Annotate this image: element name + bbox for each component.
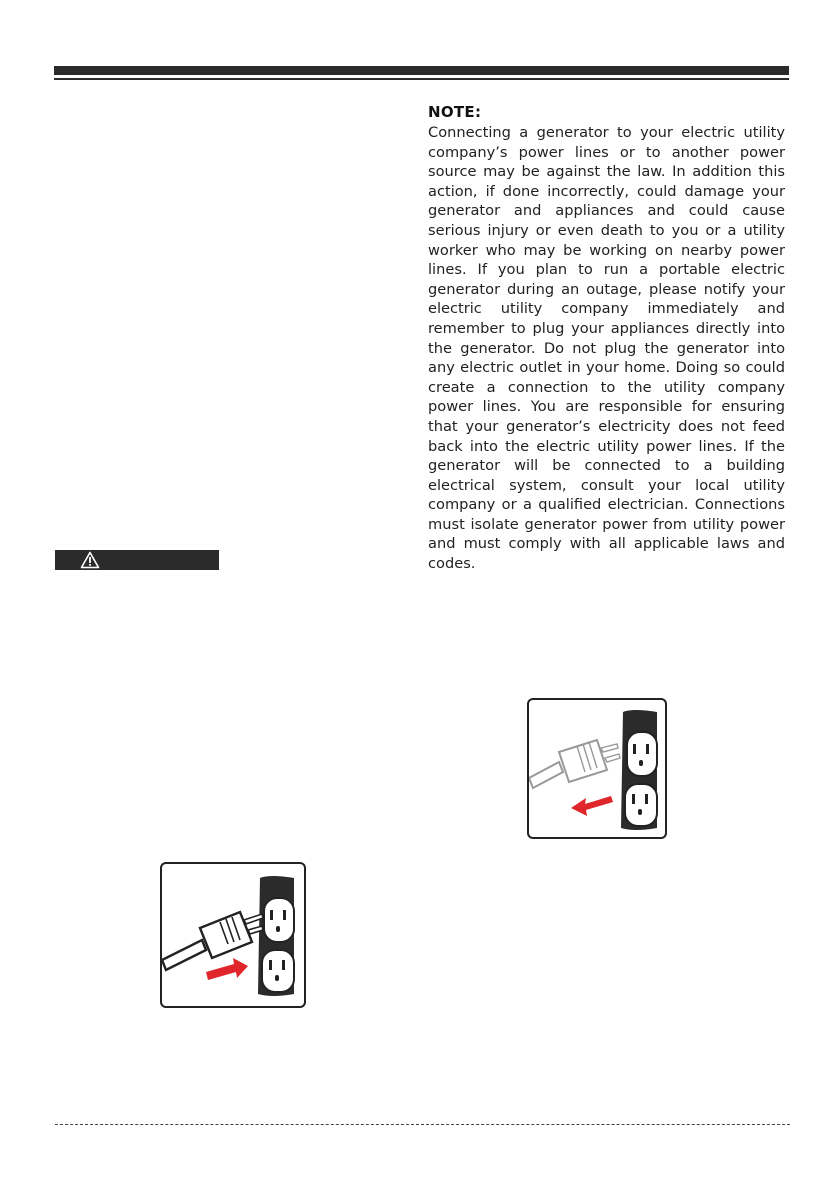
plug-insert-icon [162, 864, 304, 1006]
note-title: NOTE: [428, 103, 482, 121]
warning-label-bar [55, 550, 219, 570]
warning-triangle-icon [80, 551, 100, 569]
header-rule [54, 78, 789, 80]
plug-remove-illustration [527, 698, 667, 839]
plug-insert-illustration [160, 862, 306, 1008]
header-bar [54, 66, 789, 75]
note-section [428, 102, 785, 574]
plug-remove-icon [529, 700, 665, 837]
footer-dashed-rule [55, 1124, 790, 1125]
note-body: Connecting a generator to your electric utility company’s power lines or to another power source may be against the law. In addition this action, if done incorrectly, could damage your generator and appliances and could cause serious injury or even death to you or a utility worker who may be working on nearby power lines. If you plan to run a portable electric generator during an outage, please notify your electric utility company immediately and remember to plug your appliances directly into the generator. Do not plug the generator into any electric outlet in your home. Doing so could create a connection to the utility company power lines. You are responsible for ensuring that your generator’s electricity does not feed back into the electric utility power lines. If the generator will be connected to a building electrical system, consult your local utility company or a qualified electrician. Connections must isolate generator power from utility power and must comply with all applicable laws and codes. [428, 124, 785, 573]
